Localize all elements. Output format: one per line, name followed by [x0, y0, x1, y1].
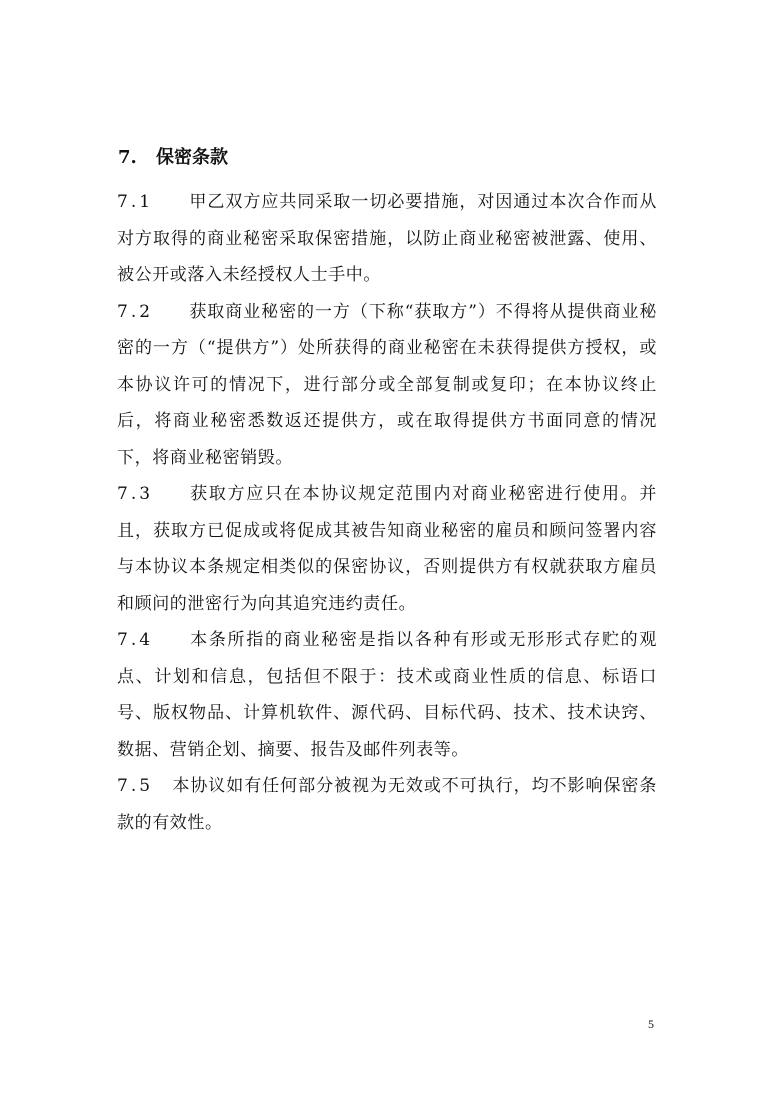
clause-number: 7.3 [117, 484, 154, 504]
clause-7-3 [117, 476, 657, 622]
page-number: 5 [648, 1017, 654, 1031]
clause-number: 7.4 [117, 630, 154, 650]
clause-text: 甲乙双方应共同采取一切必要措施，对因通过本次合作而从对方取得的商业秘密采取保密措施，以防止商业秘密被泄露、使用、被公开或落入未经授权人士手中。 [117, 192, 657, 285]
clause-7-5 [117, 768, 657, 841]
section-number: 7. [118, 147, 137, 168]
clause-list [117, 184, 657, 841]
clause-text: 本条所指的商业秘密是指以各种有形或无形形式存贮的观点、计划和信息，包括但不限于：技术或商业性质的信息、标语口号、版权物品、计算机软件、源代码、目标代码、技术、技术诀窍、数据、营销企划、摘要、报告及邮件列表等。 [117, 630, 657, 760]
section-title: 保密条款 [156, 147, 228, 168]
clause-text: 获取方应只在本协议规定范围内对商业秘密进行使用。并且，获取方已促成或将促成其被告知商业秘密的雇员和顾问签署内容与本协议本条规定相类似的保密协议，否则提供方有权就获取方雇员和顾问的泄密行为向其追究违约责任。 [117, 484, 657, 614]
clause-text: 本协议如有任何部分被视为无效或不可执行，均不影响保密条款的有效性。 [117, 776, 657, 833]
clause-7-2 [117, 294, 657, 477]
clause-text: 获取商业秘密的一方（下称“获取方”）不得将从提供商业秘密的一方（“提供方”）处所获得的商业秘密在未获得提供方授权，或本协议许可的情况下，进行部分或全部复制或复印；在本协议终止后，将商业秘密悉数返还提供方，或在取得提供方书面同意的情况下，将商业秘密销毁。 [117, 301, 657, 468]
clause-number: 7.1 [117, 192, 154, 212]
clause-7-4 [117, 622, 657, 768]
clause-number: 7.2 [117, 301, 154, 322]
section-heading [118, 144, 228, 172]
clause-number: 7.5 [117, 776, 154, 796]
clause-7-1 [117, 184, 657, 294]
